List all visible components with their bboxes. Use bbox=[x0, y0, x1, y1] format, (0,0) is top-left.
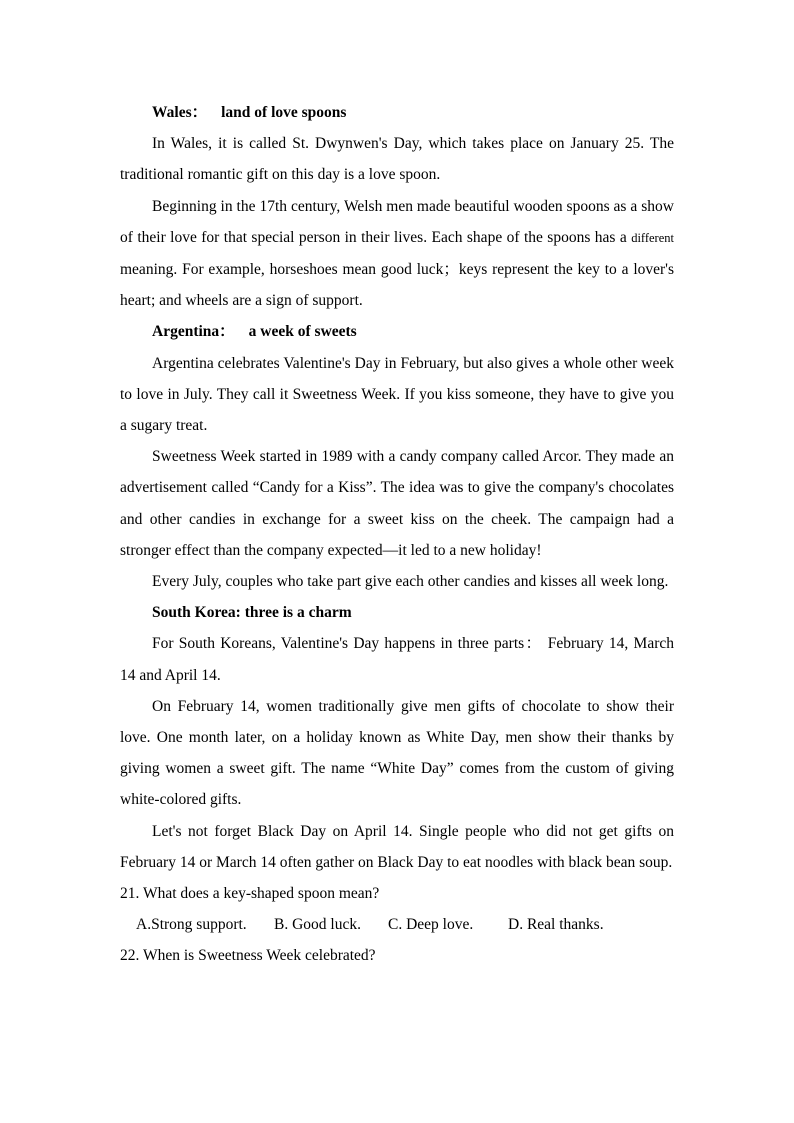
paragraph: For South Koreans, Valentine's Day happens in three parts： February 14, March 14 and April 14. bbox=[120, 635, 674, 684]
option-b: B. Good luck. bbox=[274, 916, 361, 934]
option-c: C. Deep love. bbox=[388, 916, 474, 934]
heading-country: Wales： bbox=[152, 104, 208, 121]
paragraph-text: meaning. For example, horseshoes mean good luck；keys represent the key to a lover's heart; and wheels are a sign of support. bbox=[120, 261, 674, 310]
section-heading-south-korea: South Korea: three is a charm bbox=[152, 604, 352, 622]
option-a: A.Strong support. bbox=[136, 916, 247, 934]
paragraph-text-small: different bbox=[631, 230, 674, 245]
option-d: D. Real thanks. bbox=[508, 916, 604, 934]
section-heading-wales bbox=[120, 97, 674, 128]
heading-title: a week of sweets bbox=[248, 323, 357, 341]
paragraph bbox=[120, 191, 674, 317]
document-page bbox=[120, 97, 674, 972]
paragraph: Let's not forget Black Day on April 14. Single people who did not get gifts on February 14 or March 14 often gather on Black Day to eat noodles with black bean soup. bbox=[120, 822, 674, 871]
question-21-options bbox=[120, 909, 674, 940]
paragraph-text: Beginning in the 17th century, Welsh men made beautiful wooden spoons as a show of their love for that special person in their lives. Each shape of the spoons has a bbox=[120, 197, 674, 246]
paragraph: Every July, couples who take part give each other candies and kisses all week long. bbox=[152, 573, 669, 591]
paragraph: On February 14, women traditionally give men gifts of chocolate to show their love. One month later, on a holiday known as White Day, men show their thanks by giving women a sweet gift. The name “White Day” comes from the custom of giving white-colored gifts. bbox=[120, 697, 674, 809]
section-heading-argentina bbox=[120, 316, 674, 347]
paragraph: Sweetness Week started in 1989 with a candy company called Arcor. They made an advertisement called “Candy for a Kiss”. The idea was to give the company's chocolates and other candies in exchange for a sweet kiss on the cheek. The campaign had a stronger effect than the company expected—it led to a new holiday! bbox=[120, 448, 674, 559]
heading-country: Argentina： bbox=[152, 323, 235, 341]
heading-title: land of love spoons bbox=[221, 104, 347, 121]
paragraph: In Wales, it is called St. Dwynwen's Day, which takes place on January 25. The traditional romantic gift on this day is a love spoon. bbox=[120, 135, 674, 184]
question-22: 22. When is Sweetness Week celebrated? bbox=[120, 947, 376, 965]
paragraph: Argentina celebrates Valentine's Day in February, but also gives a whole other week to love in July. They call it Sweetness Week. If you kiss someone, they have to give you a sugary treat. bbox=[120, 354, 674, 435]
question-21: 21. What does a key-shaped spoon mean? bbox=[120, 885, 380, 903]
